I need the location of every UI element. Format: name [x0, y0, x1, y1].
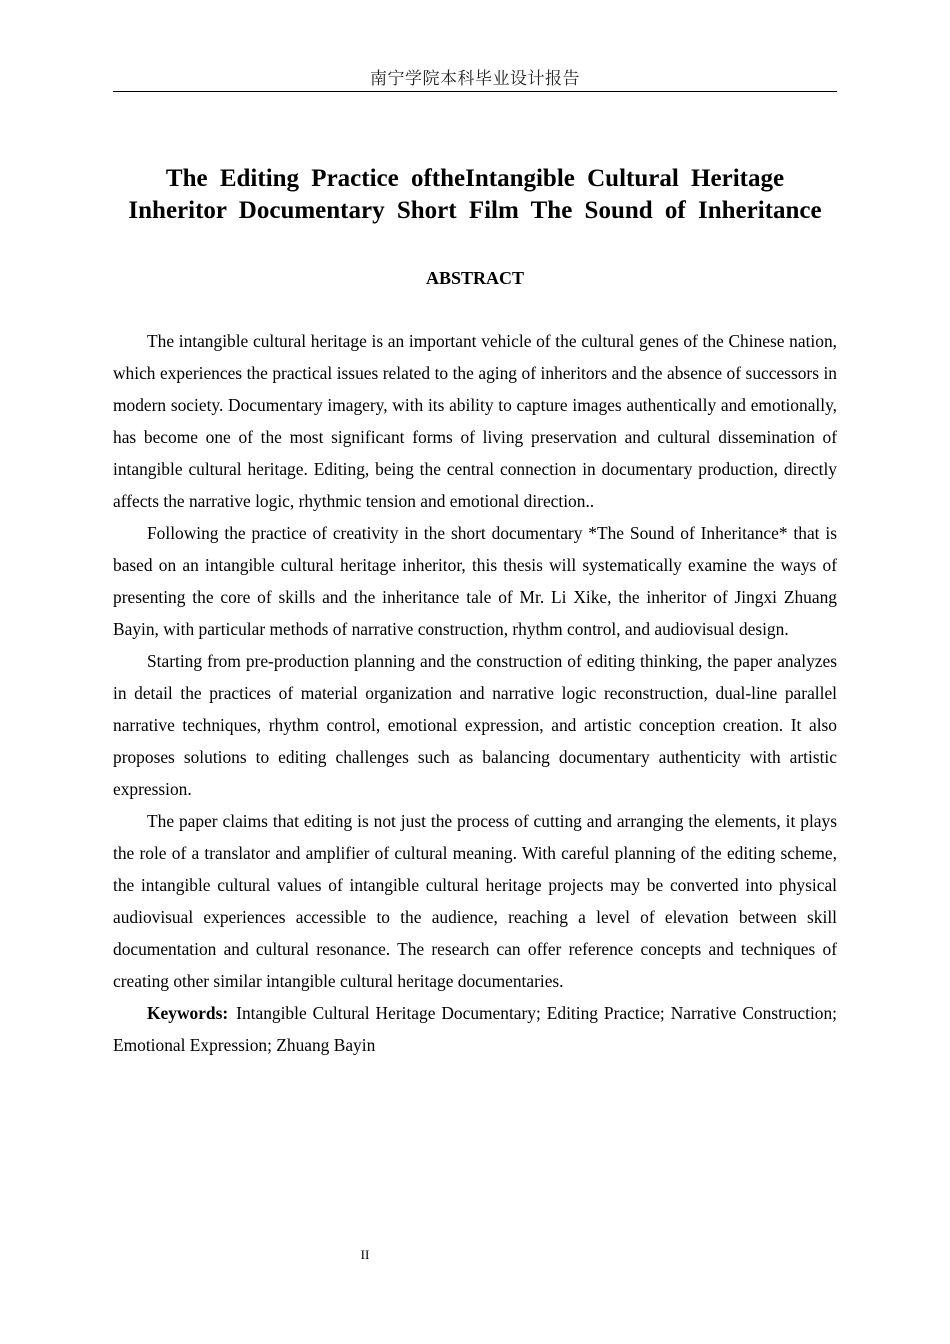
page-number: II [360, 1247, 370, 1262]
keywords-label: Keywords: [147, 1003, 229, 1023]
keywords-text: Intangible Cultural Heritage Documentary; Editing Practice; Narrative Construction; Emotional Expression; Zhuang Bayin [113, 1003, 837, 1055]
running-header: 南宁学院本科毕业设计报告 [370, 69, 580, 89]
keywords-line [113, 997, 837, 1061]
abstract-body [113, 325, 837, 1061]
thesis-title-line-2: Inheritor Documentary Short Film The Sound of Inheritance [128, 197, 822, 224]
abstract-paragraph-4: The paper claims that editing is not just the process of cutting and arranging the elements, it plays the role of a translator and amplifier of cultural meaning. With careful planning of the editing scheme, the intangible cultural values of intangible cultural heritage projects may be converted into physical audiovisual experiences accessible to the audience, reaching a level of elevation between skill documentation and cultural resonance. The research can offer reference concepts and techniques of creating other similar intangible cultural heritage documentaries. [113, 811, 837, 991]
thesis-title [113, 163, 837, 227]
header-rule [113, 91, 837, 92]
abstract-paragraph-3: Starting from pre-production planning and the construction of editing thinking, the paper analyzes in detail the practices of material organization and narrative logic reconstruction, dual-line parallel narrative techniques, rhythm control, emotional expression, and artistic conception creation. It also proposes solutions to editing challenges such as balancing documentary authenticity with artistic expression. [113, 651, 837, 799]
abstract-heading: ABSTRACT [425, 268, 525, 288]
thesis-title-line-1: The Editing Practice oftheIntangible Cultural Heritage [165, 165, 785, 192]
abstract-paragraph-2: Following the practice of creativity in the short documentary *The Sound of Inheritance* that is based on an intangible cultural heritage inheritor, this thesis will systematically examine the ways of presenting the core of skills and the inheritance tale of Mr. Li Xike, the inheritor of Jingxi Zhuang Bayin, with particular methods of narrative construction, rhythm control, and audiovisual design. [113, 523, 837, 639]
abstract-paragraph-1: The intangible cultural heritage is an important vehicle of the cultural genes of the Chinese nation, which experiences the practical issues related to the aging of inheritors and the absence of successors in modern society. Documentary imagery, with its ability to capture images authentically and emotionally, has become one of the most significant forms of living preservation and cultural dissemination of intangible cultural heritage. Editing, being the central connection in documentary production, directly affects the narrative logic, rhythmic tension and emotional direction.. [113, 331, 837, 511]
